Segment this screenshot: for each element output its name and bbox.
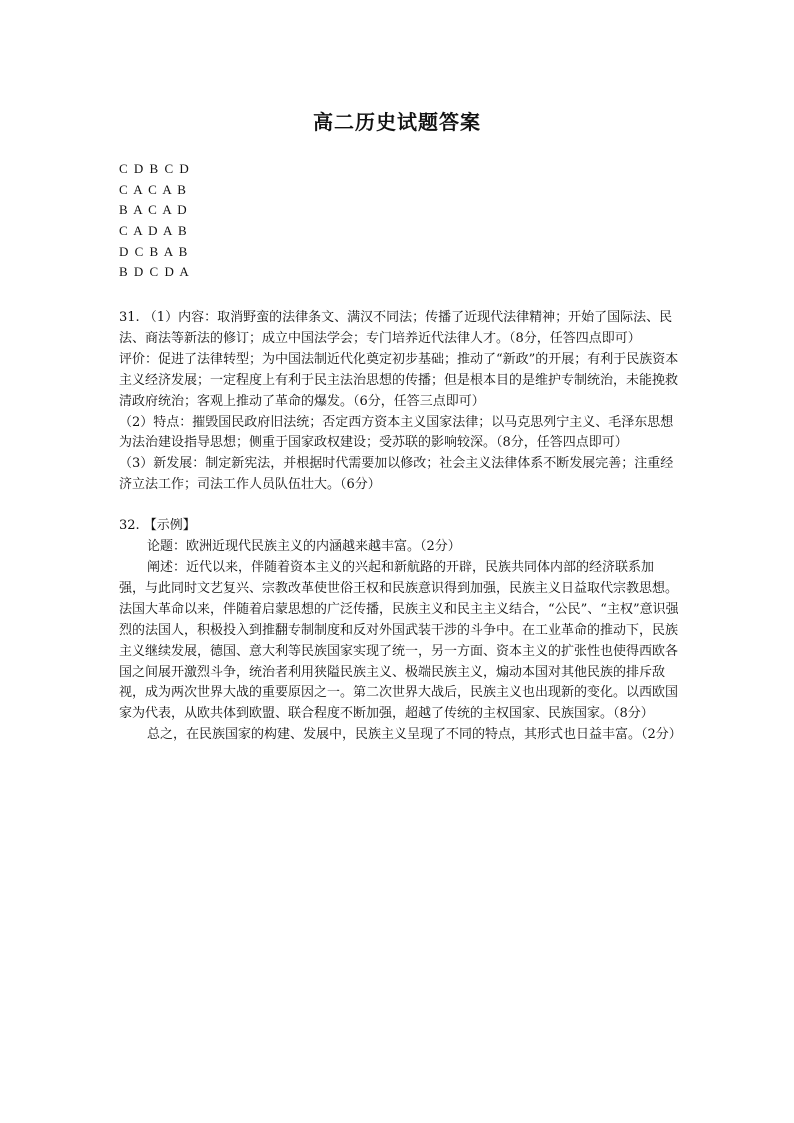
q31-part1-evaluation: 评价：促进了法律转型；为中国法制近代化奠定初步基础；推动了“新政”的开展；有利于民族资本主义经济发展；一定程度上有利于民主法治思想的传播；但是根本目的是维护专制统治，未能挽救清政府统治；客观上推动了革命的爆发。（6分，任答三点即可） — [119, 351, 679, 409]
answer-row: B D C D A — [119, 264, 191, 280]
answer-row: C A D A B — [119, 223, 189, 239]
choice-answers — [119, 159, 190, 283]
q32-header: 32. 【示例】 — [119, 518, 196, 534]
answer-row: D C B A B — [119, 243, 189, 259]
q31-part1-content: 31. （1）内容：取消野蛮的法律条文、满汉不同法；传播了近现代法律精神；开始了国际法、民法、商法等新法的修订；成立中国法学会；专门培养近代法律人才。（8分，任答四点即可） — [119, 310, 673, 346]
answer-row: C D B C D — [119, 161, 191, 176]
q32-argument: 阐述：近代以来，伴随着资本主义的兴起和新航路的开辟，民族共同体内部的经济联系加强，与此同时文艺复兴、宗教改革使世俗王权和民族意识得到加强，民族主义日益取代宗教思想。法国大革命以来，伴随着启蒙思想的广泛传播，民族主义和民主主义结合，“公民”、“主权”意识强烈的法国人，积极投入到推翻专制制度和反对外国武装干涉的斗争中。在工业革命的推动下，民族主义继续发展，德国、意大利等民族国家实现了统一，另一方面、资本主义的扩张性也使得西欧各国之间展开激烈斗争，统治者利用狭隘民族主义、极端民族主义，煽动本国对其他民族的排斥敌视，成为两次世界大战的重要原因之一。第二次世界大战后，民族主义也出现新的变化。以西欧国家为代表，从欧共体到欧盟、联合程度不断加强，超越了传统的主权国家、民族国家。（8分） — [119, 559, 679, 722]
page-title: 高二历史试题答案 — [313, 110, 481, 134]
q32-thesis: 论题：欧洲近现代民族主义的内涵越来越丰富。（2分） — [147, 539, 461, 555]
answer-content — [119, 308, 682, 746]
q32-conclusion: 总之，在民族国家的构建、发展中，民族主义呈现了不同的特点，其形式也日益丰富。（2分） — [147, 727, 682, 743]
q31-part2: （2）特点：摧毁国民政府旧法统；否定西方资本主义国家法律；以马克思列宁主义、毛泽东思想为法治建设指导思想；侧重于国家政权建设；受苏联的影响较深。（8分，任答四点即可） — [119, 414, 674, 451]
answer-row: B A C A D — [119, 202, 189, 218]
answer-row: C A C A B — [119, 181, 188, 197]
q31-part3: （3）新发展：制定新宪法，并根据时代需要加以修改；社会主义法律体系不断发展完善；注重经济立法工作；司法工作人员队伍壮大。（6分） — [119, 456, 674, 493]
